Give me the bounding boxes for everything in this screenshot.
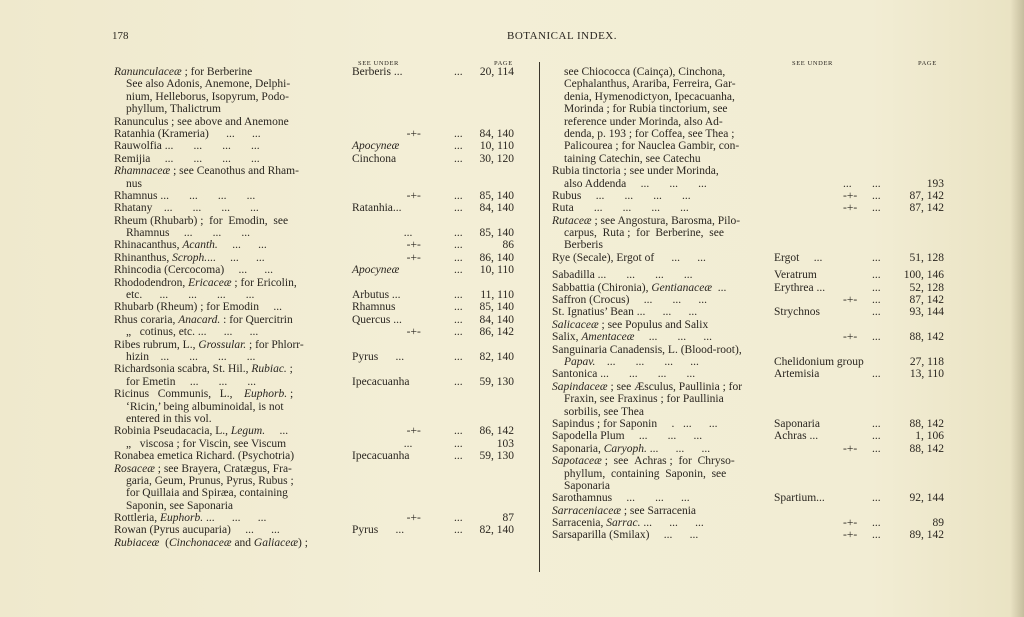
entry-text: Rubiaceæ (Cinchonaceæ and Galiaceæ) ; (114, 536, 308, 549)
entry-text: Rosaceæ ; see Brayera, Cratægus, Fra- (114, 462, 292, 475)
entry-text: Ruta ... ... ... ... (552, 202, 689, 215)
entry-text: Remijia ... ... ... ... (114, 152, 260, 165)
leader-dots: ... (872, 294, 881, 307)
entry-text: Sanguinaria Canadensis, L. (Blood-root), (552, 343, 742, 356)
index-entry (114, 91, 534, 103)
index-entry (552, 66, 952, 78)
leader-dots: ... (454, 350, 463, 363)
entry-text: Sapodella Plum ... ... ... (552, 430, 703, 443)
entry-text: reference under Morinda, also Ad- (564, 115, 723, 128)
see-under: -+- (774, 331, 858, 344)
index-entry (114, 165, 534, 177)
leader-dots: ... (872, 442, 881, 455)
leader-dots: ... (454, 251, 463, 264)
page-reference: 1, 106 (915, 430, 944, 443)
entry-text: Rottleria, Euphorb. ... ... ... (114, 512, 267, 525)
index-entry (552, 103, 952, 115)
entry-text: Rhubarb (Rheum) ; for Emodin ... (114, 301, 283, 314)
see-under: -+- (774, 202, 858, 215)
entry-text: Sarsaparilla (Smilax) ... ... (552, 529, 699, 542)
index-entry (552, 480, 952, 492)
index-entry (552, 344, 952, 356)
see-under: -+- (352, 239, 421, 252)
entry-text: Rhatany ... ... ... ... (114, 202, 259, 215)
index-entry (114, 202, 534, 214)
see-under: Quercus ... (352, 313, 402, 326)
page-reference: 27, 118 (909, 355, 944, 368)
index-entry (114, 116, 534, 128)
entry-text: Rubia tinctoria ; see under Morinda, (552, 165, 719, 178)
leader-dots: ... (872, 492, 881, 505)
left-page-heading: PAGE (494, 60, 513, 67)
leader-dots: ... (454, 326, 463, 339)
see-under: Ergot ... (774, 251, 823, 264)
leader-dots: ... (454, 239, 463, 252)
see-under: Pyrus ... (352, 524, 405, 537)
page-reference: 52, 128 (909, 281, 944, 294)
entry-text: Rhododendron, Ericaceæ ; for Ericolin, (114, 276, 297, 289)
index-entry (114, 388, 534, 400)
leader-dots: ... (454, 512, 463, 525)
page-reference: 84, 140 (479, 127, 514, 140)
entry-text: denda, p. 193 ; for Coffea, see Thea ; (564, 127, 735, 140)
index-entry (552, 269, 952, 281)
leader-dots: ... (872, 417, 881, 430)
index-entry (552, 331, 952, 343)
entry-text: carpus, Ruta ; for Berberine, see (564, 227, 724, 240)
entry-text: Sarraceniaceæ ; see Sarracenia (552, 504, 697, 517)
page-reference: 85, 140 (479, 189, 514, 202)
index-entry (552, 178, 952, 190)
leader-dots: ... (872, 189, 881, 202)
index-entry (114, 351, 534, 363)
entry-text: See also Adonis, Anemone, Delphi- (126, 78, 291, 91)
index-entry (114, 140, 534, 152)
index-entry (114, 425, 534, 437)
entry-text: Rheum (Rhubarb) ; for Emodin, see (114, 214, 289, 227)
index-entry (114, 376, 534, 388)
leader-dots: ... (454, 264, 463, 277)
leader-dots: ... (454, 140, 463, 153)
see-under: Erythrea ... (774, 281, 826, 294)
index-entry (114, 190, 534, 202)
index-entry (114, 252, 534, 264)
entry-text: Sabbattia (Chironia), Gentianaceæ ... (552, 281, 727, 294)
page-reference: 93, 144 (909, 306, 944, 319)
see-under: -+- (774, 517, 858, 530)
entry-text: hizin ... ... ... ... (126, 350, 256, 363)
page-reference: 51, 128 (909, 251, 944, 264)
index-entry (114, 78, 534, 90)
page-reference: 11, 110 (480, 289, 514, 302)
entry-text: Salix, Amentaceæ ... ... ... (552, 331, 713, 344)
page-reference: 20, 114 (479, 66, 514, 78)
page-reference: 10, 110 (479, 140, 514, 153)
page-reference: 30, 120 (479, 152, 514, 165)
page-reference: 82, 140 (479, 524, 514, 537)
index-entry (552, 91, 952, 103)
leader-dots: ... (454, 313, 463, 326)
index-entry (552, 406, 952, 418)
entry-text: Rhincodia (Cercocoma) ... ... (114, 264, 274, 277)
index-entry (552, 468, 952, 480)
column-divider (539, 62, 540, 572)
entry-text: etc. ... ... ... ... (126, 289, 255, 302)
index-entry (552, 140, 952, 152)
leader-dots: ... (872, 331, 881, 344)
page-reference: 100, 146 (903, 269, 944, 282)
index-entry (552, 492, 952, 504)
entry-text: Berberis (564, 239, 603, 252)
index-entry (552, 215, 952, 227)
index-entry (114, 450, 534, 462)
entry-text: Rhamnus ... ... ... (126, 227, 250, 240)
entry-text: Ranunculaceæ ; for Berberine (114, 66, 253, 78)
page-reference: 87, 142 (909, 189, 944, 202)
leader-dots: ... (872, 281, 881, 294)
entry-text: Ronabea emetica Richard. (Psychotria) (114, 450, 295, 463)
see-under: ... (352, 437, 413, 450)
see-under: Arbutus ... (352, 289, 401, 302)
entry-text: Rhinanthus, Scroph.... ... ... (114, 251, 265, 264)
see-under: Apocyneæ (352, 264, 400, 277)
entry-text: also Addenda ... ... ... (564, 177, 707, 190)
index-entry (552, 418, 952, 430)
right-index-column (552, 66, 952, 542)
leader-dots: ... (454, 227, 463, 240)
leader-dots: ... (454, 189, 463, 202)
see-under: ... (774, 177, 852, 190)
leader-dots: ... (454, 202, 463, 215)
index-entry (552, 202, 952, 214)
index-entry (114, 475, 534, 487)
entry-text: Santonica ... ... ... ... (552, 368, 696, 381)
index-entry (552, 116, 952, 128)
page-reference: 86, 142 (479, 326, 514, 339)
index-entry (552, 529, 952, 541)
index-entry (114, 103, 534, 115)
entry-text: Ratanhia (Krameria) ... ... (114, 127, 261, 140)
entry-text: Rowan (Pyrus aucuparia) ... ... (114, 524, 280, 537)
index-entry (552, 306, 952, 318)
entry-text: Rye (Secale), Ergot of ... ... (552, 251, 706, 264)
entry-text: Saponaria (564, 479, 610, 492)
index-entry (552, 356, 952, 368)
see-under: Ipecacuanha (352, 450, 410, 463)
see-under: -+- (774, 529, 858, 542)
index-entry (114, 537, 534, 549)
see-under: Pyrus ... (352, 350, 405, 363)
see-under: -+- (352, 512, 421, 525)
leader-dots: ... (454, 301, 463, 314)
entry-text: entered in this vol. (126, 412, 212, 425)
page-reference: 193 (926, 177, 944, 190)
see-under: Cinchona (352, 152, 397, 165)
see-under: -+- (774, 189, 858, 202)
entry-text: nus (126, 177, 142, 190)
see-under: Spartium... (774, 492, 825, 505)
entry-text: Sapindaceæ ; see Æsculus, Paullinia ; for (552, 380, 743, 393)
index-entry (114, 264, 534, 276)
entry-text: Cephalanthus, Arariba, Ferreira, Gar- (564, 78, 736, 91)
see-under: Apocyneæ (352, 140, 400, 153)
page-reference: 89, 142 (909, 529, 944, 542)
entry-text: Rauwolfia ... ... ... ... (114, 140, 260, 153)
page-reference: 86, 142 (479, 425, 514, 438)
entry-text: Rutaceæ ; see Angostura, Barosma, Pilo- (552, 214, 741, 227)
entry-text: Ricinus Communis, L., Euphorb. ; (114, 388, 294, 401)
index-entry (114, 178, 534, 190)
page-reference: 59, 130 (479, 450, 514, 463)
entry-text: Sarothamnus ... ... ... (552, 492, 690, 505)
index-entry (552, 381, 952, 393)
index-entry (552, 319, 952, 331)
entry-text: Sarracenia, Sarrac. ... ... ... (552, 517, 704, 530)
entry-text: Ribes rubrum, L., Grossular. ; for Phlorr- (114, 338, 304, 351)
leader-dots: ... (872, 368, 881, 381)
page-reference: 87 (502, 512, 514, 525)
entry-text: for Emetin ... ... ... (126, 375, 256, 388)
page-edge-shadow (1010, 0, 1024, 617)
entry-text: Richardsonia scabra, St. Hil., Rubiac. ; (114, 363, 293, 376)
index-entry (552, 239, 952, 251)
see-under: ... (352, 227, 413, 240)
entry-text: denia, Hymenodictyon, Ipecacuanha, (564, 90, 735, 103)
page-reference: 88, 142 (909, 442, 944, 455)
page-reference: 10, 110 (479, 264, 514, 277)
index-entry (114, 326, 534, 338)
page-reference: 59, 130 (479, 375, 514, 388)
entry-text: sorbilis, see Thea (564, 405, 644, 418)
entry-text: phyllum, Thalictrum (126, 103, 221, 116)
entry-text: Saponin, see Saponaria (126, 499, 233, 512)
index-entry (114, 128, 534, 140)
left-index-column (114, 66, 534, 549)
page-reference: 86 (502, 239, 514, 252)
index-entry (552, 78, 952, 90)
see-under: Berberis ... (352, 66, 403, 78)
page-reference: 92, 144 (909, 492, 944, 505)
index-entry (114, 512, 534, 524)
index-entry (114, 401, 534, 413)
entry-text: Saffron (Crocus) ... ... ... (552, 294, 708, 307)
index-entry (552, 252, 952, 264)
index-entry (114, 66, 534, 78)
page-reference: 103 (496, 437, 514, 450)
leader-dots: ... (454, 375, 463, 388)
index-entry (552, 455, 952, 467)
page-reference: 13, 110 (909, 368, 944, 381)
entry-text: Ranunculus ; see above and Anemone (114, 115, 289, 128)
see-under: -+- (352, 189, 421, 202)
index-entry (114, 339, 534, 351)
page-reference: 82, 140 (479, 350, 514, 363)
leader-dots: ... (454, 425, 463, 438)
entry-text: Sapotaceæ ; see Achras ; for Chryso- (552, 455, 735, 468)
leader-dots: ... (454, 289, 463, 302)
index-entry (114, 413, 534, 425)
leader-dots: ... (872, 529, 881, 542)
page-reference: 85, 140 (479, 227, 514, 240)
page-reference: 86, 140 (479, 251, 514, 264)
entry-text: „ viscosa ; for Viscin, see Viscum (126, 437, 287, 450)
entry-text: Rubus ... ... ... ... (552, 189, 691, 202)
leader-dots: ... (872, 269, 881, 282)
index-entry (114, 363, 534, 375)
see-under: -+- (352, 127, 421, 140)
page-number: 178 (112, 30, 129, 42)
see-under: -+- (352, 251, 421, 264)
entry-text: Rhus coraria, Anacard. : for Quercitrin (114, 313, 293, 326)
see-under: Strychnos (774, 306, 820, 319)
leader-dots: ... (872, 202, 881, 215)
entry-text: „ cotinus, etc. ... ... ... (126, 326, 259, 339)
see-under: Ipecacuanha (352, 375, 410, 388)
entry-text: Sabadilla ... ... ... ... (552, 269, 693, 282)
index-entry (552, 128, 952, 140)
index-entry (552, 190, 952, 202)
see-under: -+- (774, 294, 858, 307)
right-see-under-heading: SEE UNDER (792, 60, 833, 67)
running-head: BOTANICAL INDEX. (507, 30, 617, 42)
leader-dots: ... (872, 517, 881, 530)
entry-text: Rhinacanthus, Acanth. ... ... (114, 239, 267, 252)
see-under: Saponaria (774, 417, 820, 430)
index-entry (114, 215, 534, 227)
index-entry (114, 289, 534, 301)
entry-text: taining Catechin, see Catechu (564, 152, 701, 165)
entry-text: garia, Geum, Prunus, Pyrus, Rubus ; (126, 474, 294, 487)
index-entry (114, 463, 534, 475)
page-reference: 84, 140 (479, 202, 514, 215)
entry-text: Robinia Pseudacacia, L., Legum. ... (114, 425, 289, 438)
index-entry (552, 505, 952, 517)
index-entry (552, 165, 952, 177)
entry-text: Fraxin, see Fraxinus ; for Paullinia (564, 393, 724, 406)
entry-text: Palicourea ; for Nauclea Gambir, con- (564, 140, 740, 153)
entry-text: for Quillaia and Spiræa, containing (126, 487, 288, 500)
index-entry (552, 294, 952, 306)
leader-dots: ... (454, 437, 463, 450)
leader-dots: ... (454, 450, 463, 463)
leader-dots: ... (872, 306, 881, 319)
index-entry (114, 314, 534, 326)
leader-dots: ... (872, 177, 881, 190)
page-header (112, 30, 1012, 46)
index-entry (114, 277, 534, 289)
entry-text: Rhamnaceæ ; see Ceanothus and Rham- (114, 165, 299, 178)
entry-text: Morinda ; for Rubia tinctorium, see (564, 103, 728, 116)
index-entry (552, 517, 952, 529)
index-entry (114, 500, 534, 512)
page-reference: 84, 140 (479, 313, 514, 326)
see-under: Ratanhia... (352, 202, 402, 215)
entry-text: phyllum, containing Saponin, see (564, 467, 727, 480)
index-entry (114, 301, 534, 313)
page-reference: 88, 142 (909, 331, 944, 344)
entry-text: St. Ignatius’ Bean ... ... ... (552, 306, 698, 319)
leader-dots: ... (872, 430, 881, 443)
entry-text: Rhamnus ... ... ... ... (114, 189, 256, 202)
leader-dots: ... (454, 152, 463, 165)
index-entry (114, 487, 534, 499)
entry-text: nium, Helleborus, Isopyrum, Podo- (126, 90, 289, 103)
leader-dots: ... (454, 127, 463, 140)
entry-text: see Chiococca (Cainça), Cinchona, (564, 66, 726, 78)
leader-dots: ... (454, 66, 463, 78)
index-entry (552, 443, 952, 455)
index-entry (114, 153, 534, 165)
page-reference: 85, 140 (479, 301, 514, 314)
entry-text: Sapindus ; for Saponin . ... ... (552, 417, 718, 430)
page-reference: 89 (932, 517, 944, 530)
index-entry (114, 239, 534, 251)
index-entry (114, 227, 534, 239)
leader-dots: ... (454, 524, 463, 537)
page-reference: 87, 142 (909, 202, 944, 215)
leader-dots: ... (872, 251, 881, 264)
see-under: -+- (352, 425, 421, 438)
index-entry (114, 524, 534, 536)
see-under: Rhamnus (352, 301, 396, 314)
see-under: Achras ... (774, 430, 819, 443)
entry-text: ‘Ricin,’ being albuminoidal, is not (126, 400, 284, 413)
index-entry (552, 368, 952, 380)
see-under: Veratrum (774, 269, 817, 282)
see-under: -+- (352, 326, 421, 339)
see-under: Artemisia (774, 368, 820, 381)
page-reference: 88, 142 (909, 417, 944, 430)
left-see-under-heading: SEE UNDER (358, 60, 399, 67)
entry-text: Salicaceæ ; see Populus and Salix (552, 318, 709, 331)
see-under: -+- (774, 442, 858, 455)
index-entry (114, 438, 534, 450)
entry-text: Saponaria, Caryoph. ... ... ... (552, 442, 711, 455)
page-reference: 87, 142 (909, 294, 944, 307)
right-page-heading: PAGE (918, 60, 937, 67)
index-entry (552, 430, 952, 442)
index-entry (552, 282, 952, 294)
see-under: Chelidonium group (774, 355, 864, 368)
entry-text: Papav. ... ... ... ... (564, 355, 699, 368)
index-entry (552, 153, 952, 165)
index-entry (552, 393, 952, 405)
index-entry (552, 227, 952, 239)
